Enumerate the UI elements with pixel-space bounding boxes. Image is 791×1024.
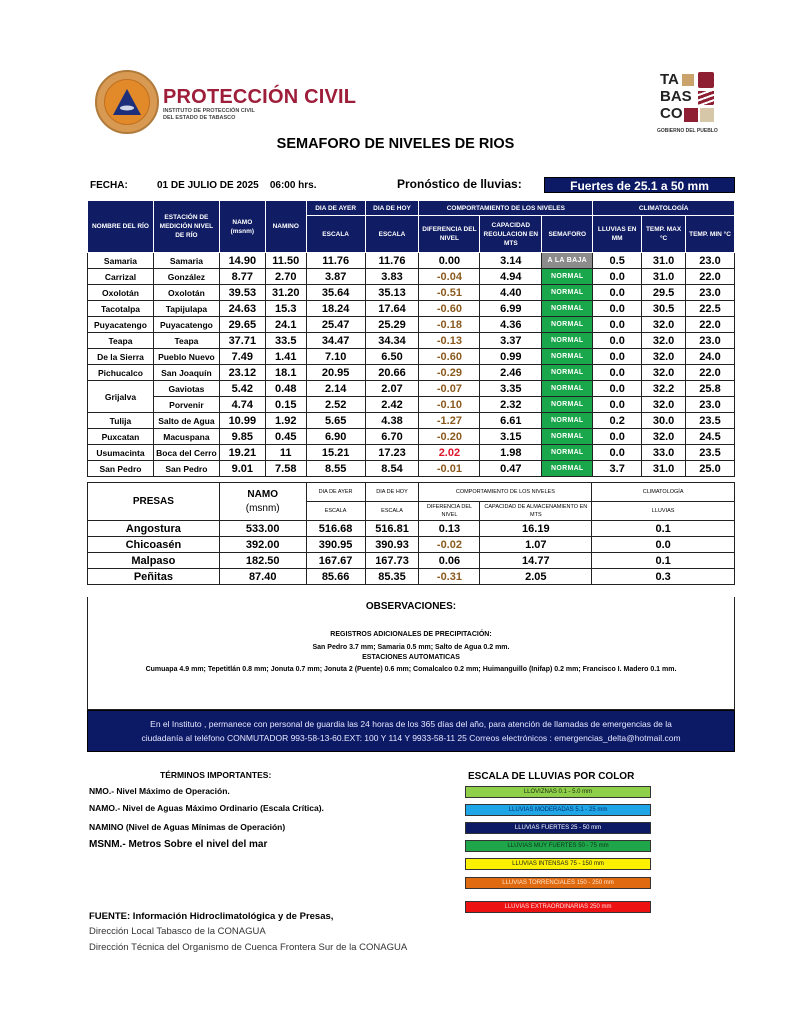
semaforo-status: NORMAL xyxy=(542,429,593,445)
presa-capacidad: 14.77 xyxy=(480,553,592,569)
rain-scale-bar: LLUVIAS TORRENCIALES 150 - 250 mm xyxy=(465,877,651,889)
escala-hoy: 3.83 xyxy=(365,269,419,285)
station-name: San Pedro xyxy=(153,461,219,477)
escala-hoy: 6.70 xyxy=(365,429,419,445)
page-title: SEMAFORO DE NIVELES DE RIOS xyxy=(276,136,515,152)
namo-value: 39.53 xyxy=(219,285,265,301)
observaciones-box xyxy=(87,597,735,710)
river-name: Tacotalpa xyxy=(88,301,154,317)
diferencia-nivel: -0.51 xyxy=(419,285,480,301)
lluvias-mm: 0.0 xyxy=(593,381,642,397)
namo-value: 23.12 xyxy=(219,365,265,381)
namino-value: 2.70 xyxy=(265,269,306,285)
namo-value: 9.01 xyxy=(219,461,265,477)
presa-diferencia: 0.06 xyxy=(419,553,480,569)
lluvias-mm: 0.0 xyxy=(593,285,642,301)
temp-min: 23.5 xyxy=(686,413,735,429)
presa-lluvia: 0.1 xyxy=(592,521,735,537)
temp-max: 33.0 xyxy=(642,445,686,461)
presa-escala-hoy: 390.93 xyxy=(365,537,419,553)
registros-text: San Pedro 3.7 mm; Samaria 0.5 mm; Salto de Agua 0.2 mm. xyxy=(312,644,510,651)
rain-scale-bar: LLUVIAS MUY FUERTES 50 - 75 mm xyxy=(465,840,651,852)
river-row xyxy=(88,285,735,301)
station-name: Puyacatengo xyxy=(153,317,219,333)
header-presa-ayer: DIA DE AYER xyxy=(306,483,365,502)
header-capacidad: CAPACIDAD REGULACION EN MTS xyxy=(480,216,542,253)
header-presa-lluvias: LLUVIAS xyxy=(592,502,735,521)
escala-hoy: 4.38 xyxy=(365,413,419,429)
river-row xyxy=(88,461,735,477)
escala-ayer: 2.14 xyxy=(306,381,365,397)
fecha-value: 01 DE JULIO DE 2025 06:00 hrs. xyxy=(157,180,317,191)
header-tmin: TEMP. MIN °C xyxy=(686,216,735,253)
presa-diferencia: -0.31 xyxy=(419,569,480,585)
presa-capacidad: 16.19 xyxy=(480,521,592,537)
logo-pattern-icon xyxy=(700,108,714,122)
river-row xyxy=(88,381,735,397)
capacidad-regulacion: 4.36 xyxy=(480,317,542,333)
station-name: Oxolotán xyxy=(153,285,219,301)
escala-ayer: 34.47 xyxy=(306,333,365,349)
river-name: San Pedro xyxy=(88,461,154,477)
presa-row xyxy=(88,537,735,553)
namino-value: 7.58 xyxy=(265,461,306,477)
header-presa-hoy: DIA DE HOY xyxy=(365,483,419,502)
diferencia-nivel: -0.18 xyxy=(419,317,480,333)
namino-value: 15.3 xyxy=(265,301,306,317)
logo-line-1: TA xyxy=(660,71,679,88)
fuente-line-2: Dirección Técnica del Organismo de Cuenca Frontera Sur de la CONAGUA xyxy=(89,942,408,953)
term-msnm: MSNM.- Metros Sobre el nivel del mar xyxy=(89,839,268,850)
river-row xyxy=(88,301,735,317)
escala-hoy: 2.42 xyxy=(365,397,419,413)
namino-value: 0.15 xyxy=(265,397,306,413)
logo-tile-icon xyxy=(682,74,694,86)
temp-min: 23.0 xyxy=(686,285,735,301)
station-name: Porvenir xyxy=(153,397,219,413)
namino-value: 31.20 xyxy=(265,285,306,301)
gov-logo-subtitle: GOBIERNO DEL PUEBLO xyxy=(657,128,718,134)
namo-value: 4.74 xyxy=(219,397,265,413)
lluvias-mm: 0.0 xyxy=(593,365,642,381)
namo-value: 14.90 xyxy=(219,253,265,269)
observaciones-title: OBSERVACIONES: xyxy=(365,601,457,612)
diferencia-nivel: -0.01 xyxy=(419,461,480,477)
lluvias-mm: 0.0 xyxy=(593,317,642,333)
presa-name: Angostura xyxy=(88,521,220,537)
header-ayer: DIA DE AYER xyxy=(306,201,365,216)
namo-value: 29.65 xyxy=(219,317,265,333)
presa-row xyxy=(88,553,735,569)
pronostico-label: Pronóstico de lluvias: xyxy=(397,177,522,191)
escala-hoy: 17.23 xyxy=(365,445,419,461)
fuente-title: FUENTE: Información Hidroclimatológica y de Presas, xyxy=(89,911,334,922)
logo-mask-icon xyxy=(698,72,714,88)
semaforo-status: NORMAL xyxy=(542,381,593,397)
temp-max: 32.0 xyxy=(642,397,686,413)
temp-min: 23.5 xyxy=(686,445,735,461)
presa-escala-hoy: 516.81 xyxy=(365,521,419,537)
river-name: Usumacinta xyxy=(88,445,154,461)
semaforo-status: A LA BAJA xyxy=(542,253,593,269)
lluvias-mm: 0.0 xyxy=(593,429,642,445)
escala-ayer: 15.21 xyxy=(306,445,365,461)
semaforo-status: NORMAL xyxy=(542,397,593,413)
capacidad-regulacion: 4.40 xyxy=(480,285,542,301)
escala-hoy: 2.07 xyxy=(365,381,419,397)
namino-value: 0.45 xyxy=(265,429,306,445)
lluvias-mm: 0.0 xyxy=(593,349,642,365)
presa-namo: 533.00 xyxy=(219,521,306,537)
escala-ayer: 35.64 xyxy=(306,285,365,301)
river-row xyxy=(88,317,735,333)
presa-escala-ayer: 85.66 xyxy=(306,569,365,585)
lluvias-mm: 0.5 xyxy=(593,253,642,269)
semaforo-status: NORMAL xyxy=(542,365,593,381)
registros-title: REGISTROS ADICIONALES DE PRECIPITACIÓN: xyxy=(330,631,492,638)
temp-min: 22.0 xyxy=(686,317,735,333)
semaforo-status: NORMAL xyxy=(542,301,593,317)
presa-name: Peñitas xyxy=(88,569,220,585)
escala-ayer: 11.76 xyxy=(306,253,365,269)
diferencia-nivel: -0.07 xyxy=(419,381,480,397)
rain-scale-bar: LLUVIAS MODERADAS 5.1 - 25 mm xyxy=(465,804,651,816)
org-sub-line-1: INSTITUTO DE PROTECCIÓN CIVIL xyxy=(163,108,255,114)
escala-hoy: 8.54 xyxy=(365,461,419,477)
presa-row xyxy=(88,569,735,585)
namino-value: 1.92 xyxy=(265,413,306,429)
escala-hoy: 11.76 xyxy=(365,253,419,269)
lluvias-mm: 0.0 xyxy=(593,445,642,461)
temp-max: 32.0 xyxy=(642,349,686,365)
capacidad-regulacion: 2.32 xyxy=(480,397,542,413)
temp-min: 23.0 xyxy=(686,253,735,269)
escala-ayer: 6.90 xyxy=(306,429,365,445)
header-presa-escala-ayer: ESCALA xyxy=(306,502,365,521)
header-presa-comportamiento: COMPORTAMIENTO DE LOS NIVELES xyxy=(419,483,592,502)
org-sub-line-2: DEL ESTADO DE TABASCO xyxy=(163,115,236,121)
header-escala-hoy: ESCALA xyxy=(365,216,419,253)
diferencia-nivel: 0.00 xyxy=(419,253,480,269)
capacidad-regulacion: 3.15 xyxy=(480,429,542,445)
semaforo-status: NORMAL xyxy=(542,445,593,461)
escala-ayer: 2.52 xyxy=(306,397,365,413)
lluvias-mm: 0.0 xyxy=(593,301,642,317)
capacidad-regulacion: 6.61 xyxy=(480,413,542,429)
namino-value: 1.41 xyxy=(265,349,306,365)
rain-scale-bar: LLUVIAS EXTRAORDINARIAS 250 mm xyxy=(465,901,651,913)
semaforo-status: NORMAL xyxy=(542,317,593,333)
header-presa-escala-hoy: ESCALA xyxy=(365,502,419,521)
escala-ayer: 3.87 xyxy=(306,269,365,285)
capacidad-regulacion: 3.35 xyxy=(480,381,542,397)
station-name: González xyxy=(153,269,219,285)
capacidad-regulacion: 0.47 xyxy=(480,461,542,477)
logo-ladder-icon xyxy=(684,108,698,122)
station-name: San Joaquín xyxy=(153,365,219,381)
seal-inner xyxy=(104,79,150,125)
river-name: De la Sierra xyxy=(88,349,154,365)
temp-max: 32.0 xyxy=(642,365,686,381)
presa-namo: 392.00 xyxy=(219,537,306,553)
logo-line-3: CO xyxy=(660,105,683,122)
term-nmo: NMO.- Nivel Máximo de Operación. xyxy=(89,786,230,796)
presa-name: Malpaso xyxy=(88,553,220,569)
namo-value: 24.63 xyxy=(219,301,265,317)
namo-value: 19.21 xyxy=(219,445,265,461)
river-name: Samaria xyxy=(88,253,154,269)
river-row xyxy=(88,365,735,381)
temp-max: 32.2 xyxy=(642,381,686,397)
escala-ayer: 7.10 xyxy=(306,349,365,365)
presa-capacidad: 1.07 xyxy=(480,537,592,553)
station-name: Samaria xyxy=(153,253,219,269)
river-row xyxy=(88,269,735,285)
temp-min: 25.8 xyxy=(686,381,735,397)
term-namino: NAMINO (Nivel de Aguas Mínimas de Operación) xyxy=(89,822,286,832)
header-namo: NAMO (msnm) xyxy=(219,201,265,253)
contact-line-1: En el Instituto , permanece con personal de guardia las 24 horas de los 365 días del año, para atención de llamadas de emergencias de la xyxy=(150,719,672,729)
temp-max: 32.0 xyxy=(642,333,686,349)
presa-escala-ayer: 516.68 xyxy=(306,521,365,537)
header-presa-climatologia: CLIMATOLOGÍA xyxy=(592,483,735,502)
namo-value: 10.99 xyxy=(219,413,265,429)
lluvias-mm: 3.7 xyxy=(593,461,642,477)
presa-lluvia: 0.1 xyxy=(592,553,735,569)
header-comportamiento: COMPORTAMIENTO DE LOS NIVELES xyxy=(419,201,593,216)
temp-max: 32.0 xyxy=(642,429,686,445)
diferencia-nivel: -0.04 xyxy=(419,269,480,285)
estaciones-title: ESTACIONES AUTOMATICAS xyxy=(362,654,460,661)
station-name: Salto de Agua xyxy=(153,413,219,429)
diferencia-nivel: -0.29 xyxy=(419,365,480,381)
presa-namo: 87.40 xyxy=(219,569,306,585)
lluvias-mm: 0.2 xyxy=(593,413,642,429)
temp-min: 25.0 xyxy=(686,461,735,477)
presa-escala-ayer: 167.67 xyxy=(306,553,365,569)
rain-scale-bar: LLUVIAS FUERTES 25 - 50 mm xyxy=(465,822,651,834)
station-name: Pueblo Nuevo xyxy=(153,349,219,365)
temp-min: 22.5 xyxy=(686,301,735,317)
lluvias-mm: 0.0 xyxy=(593,269,642,285)
fecha-label: FECHA: xyxy=(90,180,128,191)
station-name: Teapa xyxy=(153,333,219,349)
header-presa-capacidad: CAPACIDAD DE ALMACENAMIENTO EN MTS xyxy=(480,502,592,521)
logo-line-2: BAS xyxy=(660,88,692,105)
namo-value: 5.42 xyxy=(219,381,265,397)
temp-min: 24.5 xyxy=(686,429,735,445)
diferencia-nivel: -0.60 xyxy=(419,301,480,317)
header-semaforo: SEMAFORO xyxy=(542,216,593,253)
lluvias-mm: 0.0 xyxy=(593,397,642,413)
header-rio: NOMBRE DEL RÍO xyxy=(88,201,154,253)
header-presa-diferencia: DIFERENCIA DEL NIVEL xyxy=(419,502,480,521)
temp-max: 29.5 xyxy=(642,285,686,301)
proteccion-civil-seal-logo xyxy=(95,70,159,134)
river-row xyxy=(88,429,735,445)
temp-min: 22.0 xyxy=(686,365,735,381)
river-name: Puxcatan xyxy=(88,429,154,445)
estaciones-text: Cumuapa 4.9 mm; Tepetitlán 0.8 mm; Jonuta 0.7 mm; Jonuta 2 (Puente) 0.6 mm; Comalcalco 0.2 mm; Huimanguillo (Inifap) 0.2 mm; Francisco I. Madero 0.1 mm. xyxy=(145,666,677,673)
escala-hoy: 20.66 xyxy=(365,365,419,381)
contact-line-2: ciudadanía al teléfono CONMUTADOR 993-58-13-60.EXT: 100 Y 114 Y 9933-58-11 25 Correos electrónicos : emergencias_delta@hotmail.com xyxy=(141,733,681,743)
namo-label: NAMO xyxy=(247,488,278,500)
semaforo-status: NORMAL xyxy=(542,269,593,285)
river-row xyxy=(88,397,735,413)
river-name: Carrizal xyxy=(88,269,154,285)
capacidad-regulacion: 2.46 xyxy=(480,365,542,381)
org-title: PROTECCIÓN CIVIL xyxy=(163,86,357,108)
escala-title: ESCALA DE LLUVIAS POR COLOR xyxy=(468,771,635,782)
escala-ayer: 8.55 xyxy=(306,461,365,477)
presa-escala-hoy: 167.73 xyxy=(365,553,419,569)
logo-waves-icon xyxy=(698,91,714,105)
river-row xyxy=(88,333,735,349)
temp-max: 30.5 xyxy=(642,301,686,317)
namo-value: 8.77 xyxy=(219,269,265,285)
terms-title: TÉRMINOS IMPORTANTES: xyxy=(160,770,272,780)
river-name: Oxolotán xyxy=(88,285,154,301)
pronostico-value: Fuertes de 25.1 a 50 mm xyxy=(544,177,735,193)
capacidad-regulacion: 0.99 xyxy=(480,349,542,365)
station-name: Boca del Cerro xyxy=(153,445,219,461)
header-tmax: TEMP. MAX °C xyxy=(642,216,686,253)
rain-scale-bar: LLOVIZNAS 0.1 - 5.0 mm xyxy=(465,786,651,798)
header-climatologia: CLIMATOLOGÍA xyxy=(593,201,735,216)
temp-max: 31.0 xyxy=(642,461,686,477)
temp-min: 22.0 xyxy=(686,269,735,285)
rain-scale-bar: LLUVIAS INTENSAS 75 - 150 mm xyxy=(465,858,651,870)
presa-escala-ayer: 390.95 xyxy=(306,537,365,553)
semaforo-status: NORMAL xyxy=(542,413,593,429)
temp-min: 23.0 xyxy=(686,333,735,349)
temp-max: 30.0 xyxy=(642,413,686,429)
namo-value: 37.71 xyxy=(219,333,265,349)
namino-value: 24.1 xyxy=(265,317,306,333)
river-name: Grijalva xyxy=(88,381,154,413)
triangle-emblem-icon xyxy=(112,88,142,116)
namo-value: 7.49 xyxy=(219,349,265,365)
diferencia-nivel: -0.20 xyxy=(419,429,480,445)
term-namo: NAMO.- Nivel de Aguas Máximo Ordinario (Escala Crítica). xyxy=(89,803,324,813)
header-presa-namo xyxy=(219,483,306,521)
tabasco-government-logo xyxy=(660,72,735,132)
temp-min: 23.0 xyxy=(686,397,735,413)
namino-value: 11 xyxy=(265,445,306,461)
escala-ayer: 5.65 xyxy=(306,413,365,429)
station-name: Tapijulapa xyxy=(153,301,219,317)
capacidad-regulacion: 1.98 xyxy=(480,445,542,461)
escala-hoy: 35.13 xyxy=(365,285,419,301)
diferencia-nivel: -1.27 xyxy=(419,413,480,429)
presa-diferencia: 0.13 xyxy=(419,521,480,537)
semaforo-status: NORMAL xyxy=(542,333,593,349)
escala-hoy: 34.34 xyxy=(365,333,419,349)
diferencia-nivel: 2.02 xyxy=(419,445,480,461)
presa-lluvia: 0.3 xyxy=(592,569,735,585)
presa-capacidad: 2.05 xyxy=(480,569,592,585)
header-hoy: DIA DE HOY xyxy=(365,201,419,216)
capacidad-regulacion: 3.37 xyxy=(480,333,542,349)
org-subtitle xyxy=(163,108,255,122)
rivers-table xyxy=(87,200,735,477)
semaforo-status: NORMAL xyxy=(542,349,593,365)
semaforo-status: NORMAL xyxy=(542,285,593,301)
header-lluvias: LLUVIAS EN MM xyxy=(593,216,642,253)
presas-table xyxy=(87,482,735,585)
escala-hoy: 25.29 xyxy=(365,317,419,333)
diferencia-nivel: -0.10 xyxy=(419,397,480,413)
namino-value: 33.5 xyxy=(265,333,306,349)
temp-max: 31.0 xyxy=(642,253,686,269)
presa-row xyxy=(88,521,735,537)
presa-lluvia: 0.0 xyxy=(592,537,735,553)
namino-value: 18.1 xyxy=(265,365,306,381)
header-estacion: ESTACIÓN DE MEDICIÓN NIVEL DE RÍO xyxy=(153,201,219,253)
temp-min: 24.0 xyxy=(686,349,735,365)
temp-max: 31.0 xyxy=(642,269,686,285)
header-presas: PRESAS xyxy=(88,483,220,521)
escala-hoy: 17.64 xyxy=(365,301,419,317)
namino-value: 11.50 xyxy=(265,253,306,269)
station-name: Gaviotas xyxy=(153,381,219,397)
river-name: Puyacatengo xyxy=(88,317,154,333)
presa-namo: 182.50 xyxy=(219,553,306,569)
river-name: Tulija xyxy=(88,413,154,429)
river-row xyxy=(88,413,735,429)
presa-diferencia: -0.02 xyxy=(419,537,480,553)
river-row xyxy=(88,253,735,269)
escala-ayer: 20.95 xyxy=(306,365,365,381)
namo-value: 9.85 xyxy=(219,429,265,445)
fuente-line-1: Dirección Local Tabasco de la CONAGUA xyxy=(89,926,266,937)
presa-name: Chicoasén xyxy=(88,537,220,553)
temp-max: 32.0 xyxy=(642,317,686,333)
diferencia-nivel: -0.13 xyxy=(419,333,480,349)
header-namino: NAMINO xyxy=(265,201,306,253)
header-diferencia: DIFERENCIA DEL NIVEL xyxy=(419,216,480,253)
capacidad-regulacion: 6.99 xyxy=(480,301,542,317)
river-row xyxy=(88,445,735,461)
msnm-label: (msnm) xyxy=(245,502,280,514)
river-name: Pichucalco xyxy=(88,365,154,381)
escala-hoy: 6.50 xyxy=(365,349,419,365)
river-name: Teapa xyxy=(88,333,154,349)
station-name: Macuspana xyxy=(153,429,219,445)
escala-ayer: 18.24 xyxy=(306,301,365,317)
namino-value: 0.48 xyxy=(265,381,306,397)
escala-ayer: 25.47 xyxy=(306,317,365,333)
lluvias-mm: 0.0 xyxy=(593,333,642,349)
presa-escala-hoy: 85.35 xyxy=(365,569,419,585)
capacidad-regulacion: 4.94 xyxy=(480,269,542,285)
river-row xyxy=(88,349,735,365)
semaforo-status: NORMAL xyxy=(542,461,593,477)
header-escala-ayer: ESCALA xyxy=(306,216,365,253)
diferencia-nivel: -0.60 xyxy=(419,349,480,365)
contact-banner xyxy=(87,710,735,752)
capacidad-regulacion: 3.14 xyxy=(480,253,542,269)
